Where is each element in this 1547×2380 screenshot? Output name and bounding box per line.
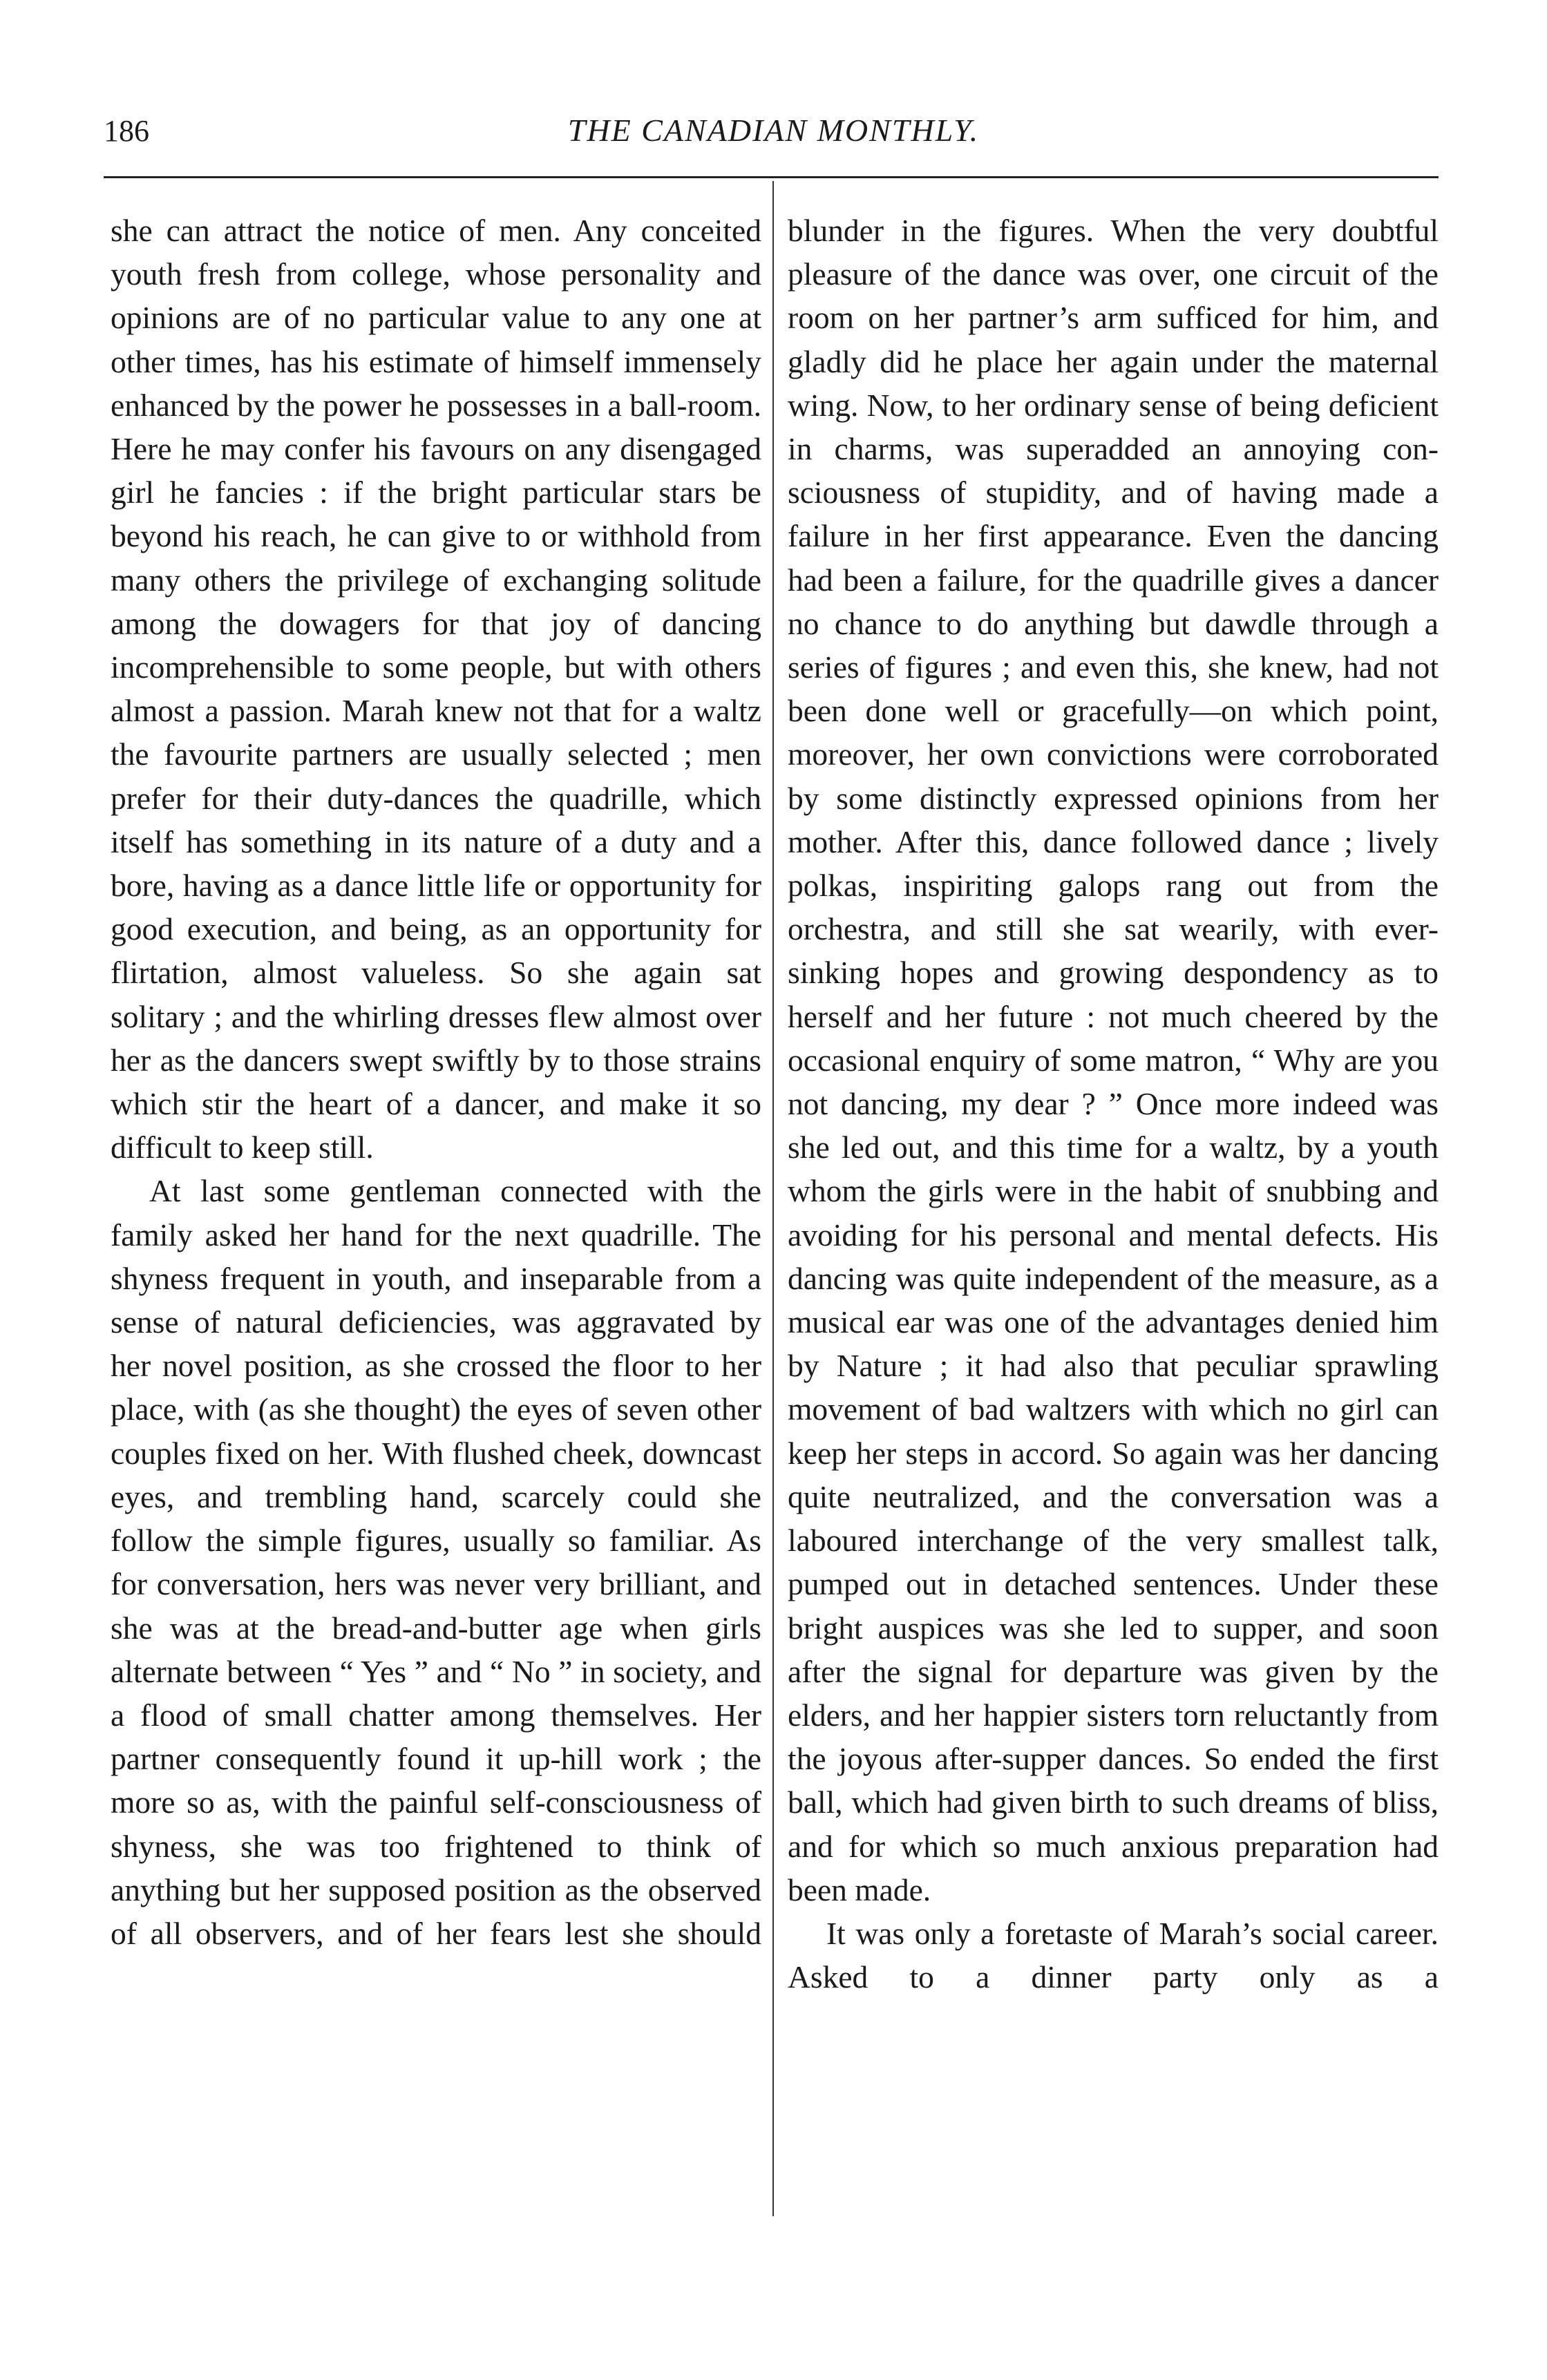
left-column — [111, 209, 761, 1955]
page-number: 186 — [104, 114, 149, 148]
body-paragraph: It was only a foretaste of Marah’s social career. Asked to a dinner party only as a — [788, 1915, 1439, 1995]
header-rule — [104, 176, 1439, 178]
running-head: THE CANADIAN MONTHLY. — [567, 113, 980, 148]
column-divider — [772, 181, 774, 2216]
body-paragraph: At last some gentleman connected with the family asked her hand for the next quadrille. The shyness frequent in youth, and inseparable from a sense of natural deficiencies, was aggravated by her novel position, as she crossed the floor to her place, with (as she thought) the eyes of seven other couples fixed on her. With flushed cheek, downcast eyes, and trembling hand, scarcely could she follow the simple figures, usually so familiar. As for conversation, hers was never very brilliant, and she was at the bread-and-butter age when girls alternate between “ Yes ” and “ No ” in society, and a flood of small chatter among themselves. Her partner consequently found it up-hill work ; the more so as, with the painful self-consciousness of shyness, she was too frightened to think of anything but her supposed position as the observed of all observers, and of her fears lest she should — [111, 1173, 761, 1951]
right-column — [788, 209, 1439, 1999]
body-paragraph: she can attract the notice of men. Any conceited youth fresh from college, whose personality and opinions are of no particular value to any one at other times, has his estimate of himself immensely enhanced by the power he possesses in a ball-room. Here he may confer his favours on any disengaged girl he fancies : if the bright particular stars be beyond his reach, he can give to or withhold from many others the privilege of exchanging solitude among the dowagers for that joy of dancing incomprehensible to some people, but with others almost a passion. Marah knew not that for a waltz the favourite partners are usually selected ; men prefer for their duty-dances the quadrille, which itself has something in its nature of a duty and a bore, having as a dance little life or opportunity for good execution, and being, as an opportunity for flirtation, almost valueless. So she again sat solitary ; and the whirling dresses flew almost over her as the dancers swept swiftly by to those strains which stir the heart of a dancer, and make it so difficult to keep still. — [111, 213, 761, 1165]
body-paragraph: blunder in the figures. When the very doubtful pleasure of the dance was over, one circuit of the room on her partner’s arm sufficed for him, and gladly did he place her again under the maternal wing. Now, to her ordinary sense of being deficient in charms, was superadded an annoying consciousness of stupidity, and of having made a failure in her first appearance. Even the dancing had been a failure, for the quadrille gives a dancer no chance to do anything but dawdle through a series of figures ; and even this, she knew, had not been done well or gracefully—on which point, moreover, her own convictions were corroborated by some distinctly expressed opinions from her mother. After this, dance followed dance ; lively polkas, inspiriting galops rang out from the orchestra, and still she sat wearily, with ever-sinking hopes and growing despondency as to herself and her future : not much cheered by the occasional enquiry of some matron, “ Why are you not dancing, my dear ? ” Once more indeed was she led out, and this time for a waltz, by a youth whom the girls were in the habit of snubbing and avoiding for his personal and mental defects. His dancing was quite independent of the measure, as a musical ear was one of the advantages denied him by Nature ; it had also that peculiar sprawling movement of bad waltzers with which no girl can keep her steps in accord. So again was her dancing quite neutralized, and the conversation was a laboured interchange of the very smallest talk, pumped out in detached sentences. Under these bright auspices was she led to supper, and soon after the signal for departure was given by the elders, and her happier sisters torn reluctantly from the joyous after-supper dances. So ended the first ball, which had given birth to such dreams of bliss, and for which so much anxious preparation had been made. — [788, 213, 1439, 1907]
